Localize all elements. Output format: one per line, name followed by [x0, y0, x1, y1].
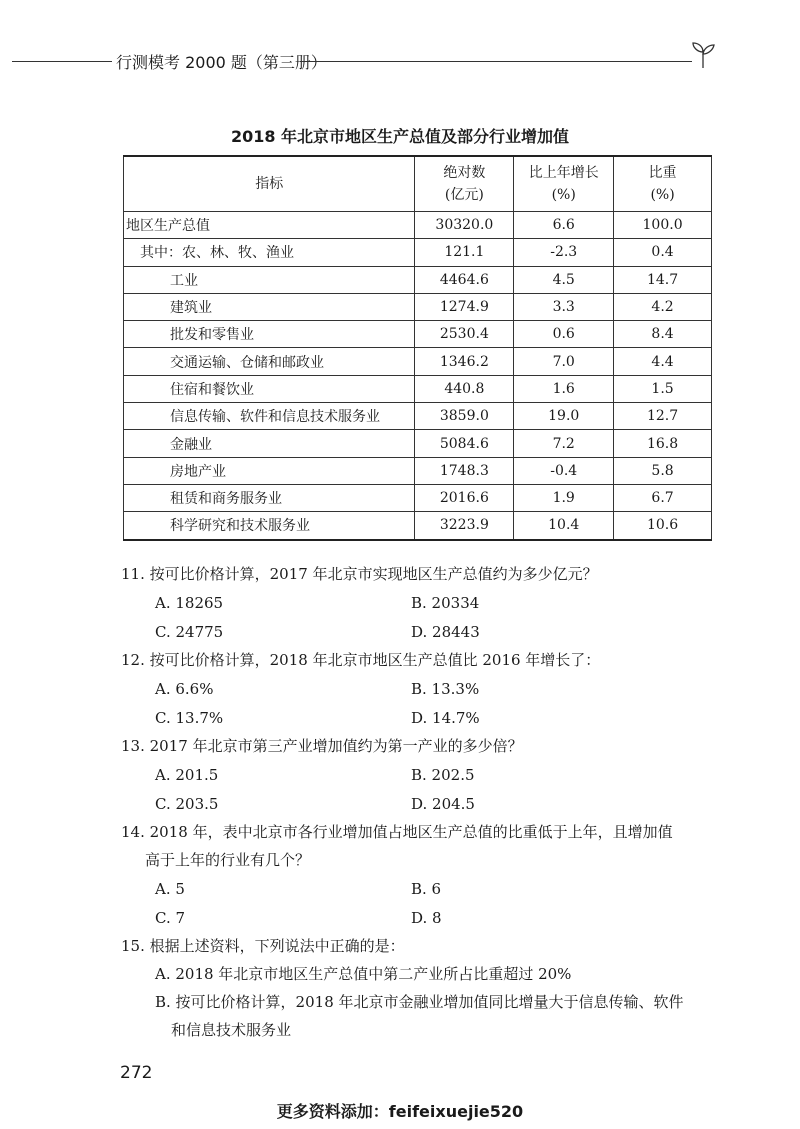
table-row	[124, 348, 712, 375]
option-b: B. 13.3%	[411, 680, 480, 698]
row-share: 10.6	[614, 512, 712, 540]
column-header-indicator: 指标	[124, 156, 415, 212]
question-stem: 12. 按可比价格计算，2018 年北京市地区生产总值比 2016 年增长了：	[121, 646, 731, 674]
row-share: 12.7	[614, 403, 712, 430]
question-number: 12.	[121, 651, 145, 669]
row-share: 4.2	[614, 293, 712, 320]
row-share: 14.7	[614, 266, 712, 293]
row-share: 6.7	[614, 484, 712, 511]
table-row	[124, 512, 712, 540]
row-absolute: 1274.9	[415, 293, 514, 320]
row-indicator: 建筑业	[124, 293, 415, 320]
option-row	[121, 674, 731, 703]
row-indicator: 工业	[124, 266, 415, 293]
option-row	[121, 760, 731, 789]
table-row	[124, 266, 712, 293]
row-absolute: 2530.4	[415, 321, 514, 348]
header-rule-right	[300, 61, 692, 62]
table-row	[124, 430, 712, 457]
row-growth: 0.6	[514, 321, 614, 348]
option-a: A. 5	[155, 880, 185, 898]
row-growth: -0.4	[514, 457, 614, 484]
row-absolute: 5084.6	[415, 430, 514, 457]
question-stem: 15. 根据上述资料，下列说法中正确的是：	[121, 932, 731, 960]
column-header-absolute: 绝对数 (亿元)	[415, 156, 514, 212]
table-row	[124, 457, 712, 484]
row-growth: 6.6	[514, 212, 614, 239]
question-11	[121, 560, 731, 646]
row-growth: 1.9	[514, 484, 614, 511]
option-d: D. 28443	[411, 623, 480, 641]
question-13	[121, 732, 731, 818]
question-stem-continued: 高于上年的行业有几个？	[145, 851, 311, 869]
row-indicator: 地区生产总值	[124, 212, 415, 239]
question-stem: 11. 按可比价格计算，2017 年北京市实现地区生产总值约为多少亿元？	[121, 560, 731, 588]
question-number: 15.	[121, 937, 145, 955]
row-growth: 4.5	[514, 266, 614, 293]
table-row	[124, 212, 712, 239]
row-indicator: 科学研究和技术服务业	[124, 512, 415, 540]
option-a: A. 201.5	[155, 766, 219, 784]
row-absolute: 4464.6	[415, 266, 514, 293]
table-row	[124, 403, 712, 430]
option-b: B. 20334	[411, 594, 480, 612]
row-indicator: 信息传输、软件和信息技术服务业	[124, 403, 415, 430]
sprout-icon	[688, 40, 718, 70]
page-number: 272	[120, 1063, 153, 1083]
row-absolute: 3223.9	[415, 512, 514, 540]
question-stem: 14. 2018 年，表中北京市各行业增加值占地区生产总值的比重低于上年，且增加值	[121, 818, 731, 846]
row-growth: 3.3	[514, 293, 614, 320]
row-indicator: 租赁和商务服务业	[124, 484, 415, 511]
row-share: 8.4	[614, 321, 712, 348]
option-c: C. 24775	[155, 623, 224, 641]
row-growth: 19.0	[514, 403, 614, 430]
option-c: C. 13.7%	[155, 709, 224, 727]
row-growth: 10.4	[514, 512, 614, 540]
row-absolute: 30320.0	[415, 212, 514, 239]
row-share: 0.4	[614, 239, 712, 266]
option-row	[121, 588, 731, 617]
row-growth: 7.0	[514, 348, 614, 375]
table-header-row	[124, 156, 712, 212]
option-d: D. 14.7%	[411, 709, 480, 727]
row-absolute: 2016.6	[415, 484, 514, 511]
option-row	[121, 874, 731, 903]
option-b: B. 6	[411, 880, 442, 898]
row-share: 4.4	[614, 348, 712, 375]
row-absolute: 3859.0	[415, 403, 514, 430]
question-number: 13.	[121, 737, 145, 755]
row-absolute: 1346.2	[415, 348, 514, 375]
option-row	[121, 789, 731, 818]
table-row	[124, 293, 712, 320]
gdp-table	[123, 155, 712, 541]
column-header-growth: 比上年增长 (%)	[514, 156, 614, 212]
question-number: 14.	[121, 823, 145, 841]
row-share: 16.8	[614, 430, 712, 457]
option-b: B. 202.5	[411, 766, 475, 784]
row-growth: -2.3	[514, 239, 614, 266]
header-rule-left	[12, 61, 112, 62]
question-12	[121, 646, 731, 732]
row-indicator: 金融业	[124, 430, 415, 457]
column-header-share: 比重 (%)	[614, 156, 712, 212]
header-title: 行测模考 2000 题（第三册）	[116, 53, 327, 72]
table-title: 2018 年北京市地区生产总值及部分行业增加值	[230, 127, 570, 146]
table-row	[124, 321, 712, 348]
row-absolute: 440.8	[415, 375, 514, 402]
row-indicator: 房地产业	[124, 457, 415, 484]
row-absolute: 121.1	[415, 239, 514, 266]
question-14	[121, 818, 731, 932]
row-share: 100.0	[614, 212, 712, 239]
row-growth: 7.2	[514, 430, 614, 457]
row-indicator: 其中：农、林、牧、渔业	[124, 239, 415, 266]
table-row	[124, 239, 712, 266]
option-b: B. 按可比价格计算，2018 年北京市金融业增加值同比增量大于信息传输、软件	[155, 993, 684, 1011]
row-absolute: 1748.3	[415, 457, 514, 484]
question-list	[121, 560, 731, 1044]
option-d: D. 204.5	[411, 795, 475, 813]
row-indicator: 批发和零售业	[124, 321, 415, 348]
row-share: 5.8	[614, 457, 712, 484]
option-a: A. 6.6%	[155, 680, 214, 698]
table-row	[124, 484, 712, 511]
footer-note: 更多资料添加：feifeixuejie520	[276, 1102, 524, 1121]
row-indicator: 住宿和餐饮业	[124, 375, 415, 402]
question-stem: 13. 2017 年北京市第三产业增加值约为第一产业的多少倍？	[121, 732, 731, 760]
row-share: 1.5	[614, 375, 712, 402]
row-indicator: 交通运输、仓储和邮政业	[124, 348, 415, 375]
option-b-continued: 和信息技术服务业	[171, 1021, 292, 1039]
table-row	[124, 375, 712, 402]
option-a: A. 2018 年北京市地区生产总值中第二产业所占比重超过 20%	[155, 965, 572, 983]
question-number: 11.	[121, 565, 145, 583]
option-d: D. 8	[411, 909, 442, 927]
running-header	[0, 40, 800, 80]
row-growth: 1.6	[514, 375, 614, 402]
option-row	[121, 703, 731, 732]
option-c: C. 203.5	[155, 795, 219, 813]
question-15	[121, 932, 731, 1044]
option-c: C. 7	[155, 909, 186, 927]
option-row	[121, 617, 731, 646]
option-row	[121, 903, 731, 932]
option-a: A. 18265	[155, 594, 224, 612]
